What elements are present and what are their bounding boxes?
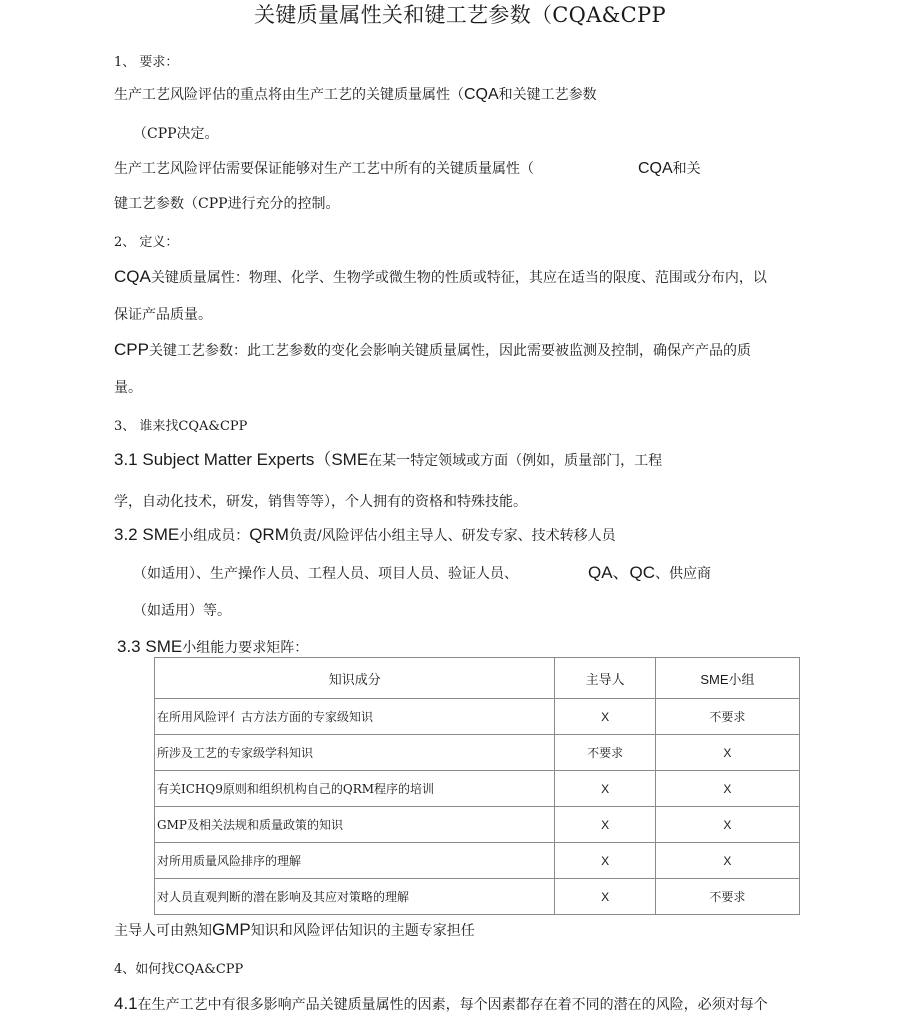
section-1-paragraph-1-line-2: （CPP决定。 [133, 126, 219, 142]
section-1-paragraph-2-line-1 [114, 160, 701, 178]
table-cell-leader: X [555, 771, 655, 807]
text-run: （如适用）、生产操作人员、工程人员、项目人员、验证人员、 [133, 566, 518, 582]
page-title: 关键质量属性关和键工艺参数（CQA&CPP [254, 3, 666, 27]
section-2-heading: 2、 定义： [114, 235, 179, 250]
gmp-term: GMP [212, 920, 251, 939]
table-cell-leader: X [555, 843, 655, 879]
section-number: 4.1 [114, 994, 138, 1013]
cqa-term: CQA [638, 160, 673, 177]
table-cell-leader: X [555, 699, 655, 735]
table-row [155, 699, 800, 735]
table-cell-sme: 不要求 [655, 699, 799, 735]
section-3-2-line-2 [133, 564, 711, 583]
table-row [155, 843, 800, 879]
section-1-paragraph-2-line-2: 键工艺参数（CPP进行充分的控制。 [114, 196, 340, 212]
section-3-heading: 3、 谁来找CQA&CPP [114, 419, 248, 434]
section-4-1-line-1 [114, 995, 768, 1014]
text-run: 在生产工艺中有很多影响产品关键质量属性的因素，每个因素都存在着不同的潜在的风险，必须对每个 [137, 997, 768, 1013]
table-cell-leader: 不要求 [555, 735, 655, 771]
cqa-term: CQA [114, 267, 151, 286]
cqa-definition-line-1 [114, 268, 767, 287]
section-4-heading: 4、如何找CQA&CPP [114, 962, 244, 977]
section-1-paragraph-1-line-1 [114, 86, 597, 104]
qrm-term: QRM [249, 525, 289, 544]
cqa-definition-line-2: 保证产品质量。 [114, 307, 212, 323]
cpp-definition-line-2: 量。 [114, 380, 142, 396]
table-header-row [155, 658, 800, 699]
table-cell-item: 对所用质量风险排序的理解 [155, 843, 555, 879]
column-header-leader: 主导人 [555, 658, 655, 699]
text-run: 和关键工艺参数 [498, 87, 597, 103]
sme-term: 3.3 SME [117, 637, 183, 656]
sme-term: 3.1 Subject Matter Experts（SME [114, 450, 369, 469]
table-cell-sme: X [655, 771, 799, 807]
text-run: 生产工艺风险评估的重点将由生产工艺的关键质量属性（ [114, 87, 464, 103]
table-cell-item: 在所用风险评亻古方法方面的专家级知识 [155, 699, 555, 735]
text-run: 关键质量属性：物理、化学、生物学或微生物的性质或特征，其应在适当的限度、范围或分布内，以 [150, 270, 767, 286]
text-run: 小组成员： [179, 528, 250, 544]
table-cell-leader: X [555, 807, 655, 843]
column-header-sme-group: SME小组 [655, 658, 799, 699]
table-row [155, 771, 800, 807]
section-3-3-heading [117, 638, 308, 657]
cpp-definition-line-1 [114, 341, 751, 360]
cpp-term: CPP [114, 340, 149, 359]
section-3-1-line-1 [114, 451, 662, 470]
text-run: 生产工艺风险评估需要保证能够对生产工艺中所有的关键质量属性（ [114, 161, 534, 177]
table-cell-sme: X [655, 807, 799, 843]
table-row [155, 879, 800, 915]
table-cell-item: 所涉及工艺的专家级学科知识 [155, 735, 555, 771]
table-cell-item: GMP及相关法规和质量政策的知识 [155, 807, 555, 843]
sme-term: 3.2 SME [114, 525, 180, 544]
text-run: 主导人可由熟知 [114, 923, 212, 939]
table-cell-sme: X [655, 735, 799, 771]
column-header-knowledge: 知识成分 [155, 658, 555, 699]
section-3-1-line-2: 学，自动化技术，研发，销售等等），个人拥有的资格和特殊技能。 [114, 494, 527, 510]
leader-note [114, 921, 475, 940]
table-cell-sme: 不要求 [655, 879, 799, 915]
section-3-2-line-1 [114, 526, 616, 545]
text-run: 小组能力要求矩阵： [182, 640, 309, 656]
section-3-2-line-3: （如适用）等。 [133, 603, 231, 619]
text-run: 和关 [672, 161, 701, 177]
table-cell-leader: X [555, 879, 655, 915]
table-row [155, 735, 800, 771]
text-run: 在某一特定领域或方面（例如，质量部门，工程 [368, 453, 663, 469]
table-cell-item: 对人员直观判断的潜在影响及其应对策略的理解 [155, 879, 555, 915]
text-run: 关键工艺参数：此工艺参数的变化会影响关键质量属性，因此需要被监测及控制，确保产产品的质 [148, 343, 751, 359]
qa-qc-term: QA、QC [588, 563, 656, 582]
sme-capability-matrix [154, 657, 800, 915]
table-cell-sme: X [655, 843, 799, 879]
text-run: 负责/风险评估小组主导人、研发专家、技术转移人员 [288, 528, 616, 544]
text-run: 、供应商 [655, 566, 712, 582]
text-run: 知识和风险评估知识的主题专家担任 [250, 923, 475, 939]
table-cell-item: 有关ICHQ9原则和组织机构自己的QRM程序的培训 [155, 771, 555, 807]
cqa-term: CQA [464, 86, 499, 103]
section-1-heading: 1、 要求： [114, 55, 179, 70]
table-row [155, 807, 800, 843]
